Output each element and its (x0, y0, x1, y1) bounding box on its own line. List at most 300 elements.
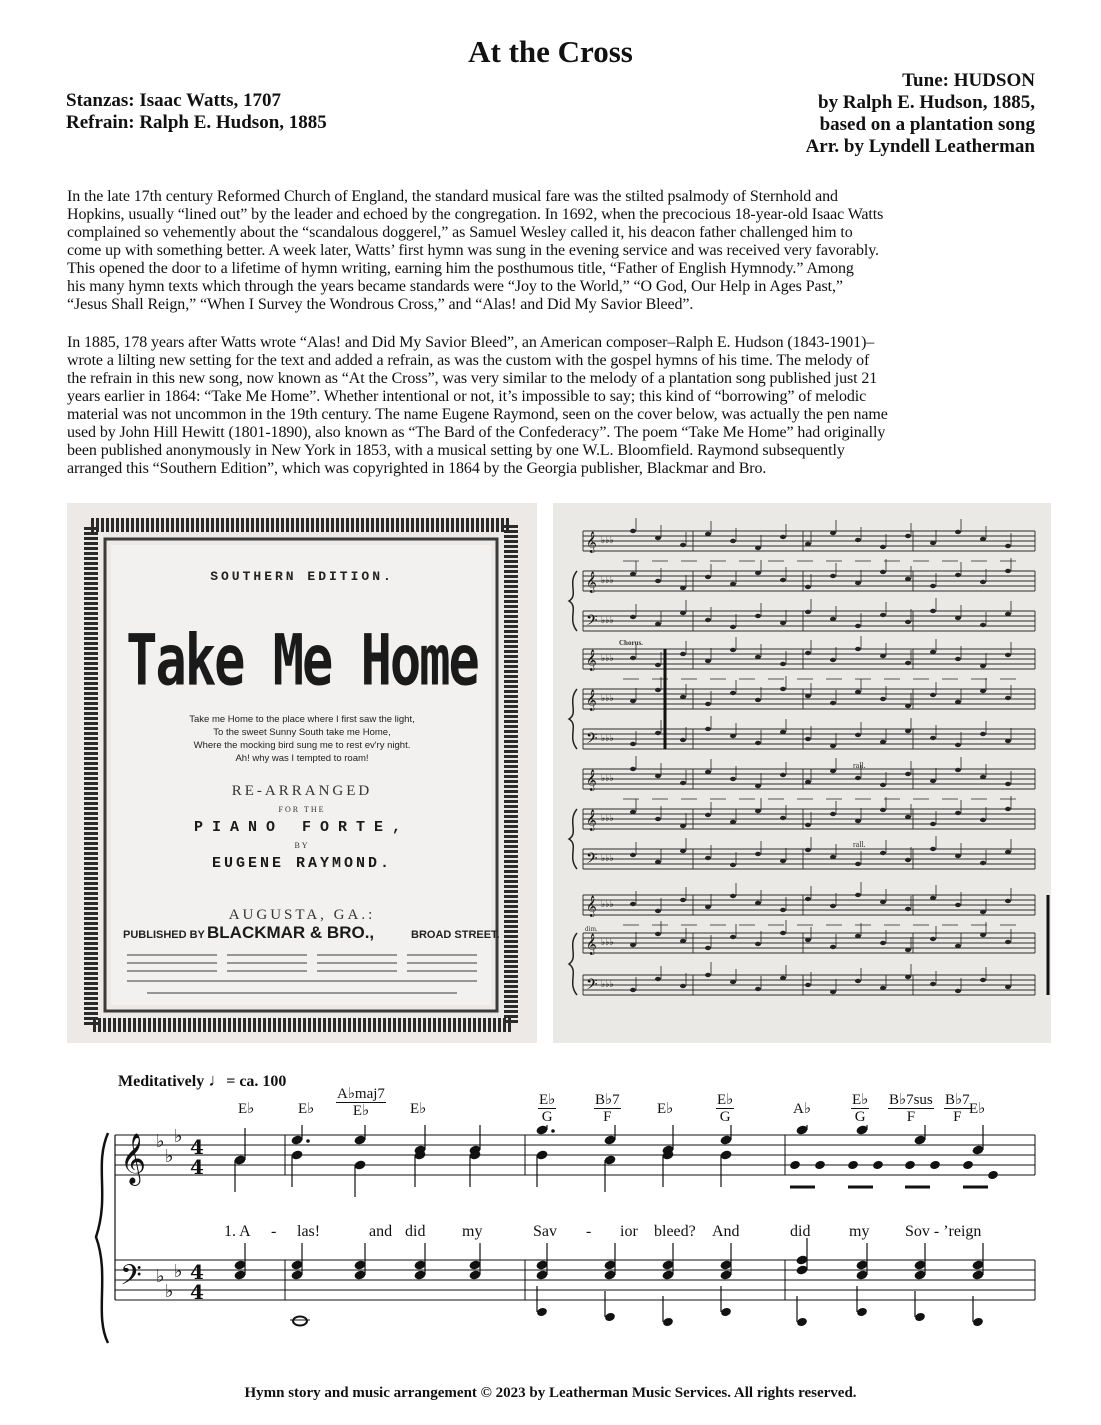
story-line: his many hymn texts which through the years became standards were “Joy to the World,” “O God, Our Help in Ages Past,” (67, 278, 843, 295)
photo-note (980, 580, 986, 584)
lyric-syllable: And (712, 1223, 740, 1240)
photo-clef-icon: 𝄞 (586, 690, 597, 711)
score-rall-label-lower: rall. (853, 840, 866, 849)
photo-note (1005, 850, 1011, 854)
photo-note (630, 767, 636, 771)
photo-note (880, 783, 886, 787)
photo-note (780, 535, 786, 539)
photo-note (1005, 985, 1011, 989)
chord-symbol-slash (851, 1092, 869, 1125)
photo-note (780, 976, 786, 980)
photo-note (980, 732, 986, 736)
dot (551, 1129, 555, 1133)
photo-note (730, 691, 736, 695)
alto-note (987, 1170, 999, 1181)
copyright-footer: Hymn story and music arrangement © 2023 by Leatherman Music Services. All rights reserved. (244, 1385, 857, 1401)
story-paragraph-1 (67, 188, 1062, 314)
bass-note (914, 1312, 926, 1323)
photo-clef-icon: 𝄞 (586, 650, 597, 671)
photo-note (905, 858, 911, 862)
stanzas-credit: Stanzas: Isaac Watts, 1707 (66, 90, 281, 111)
photo-note (630, 615, 636, 619)
bass-note (604, 1312, 616, 1323)
cover-edition: SOUTHERN EDITION. (210, 569, 394, 584)
photo-clef-icon: 𝄞 (586, 532, 597, 553)
photo-note (655, 977, 661, 981)
story-line: In 1885, 178 years after Watts wrote “Alas! and Did My Savior Bleed”, an American composer–Ralph E. Hudson (1843-1901)– (67, 334, 875, 351)
lyric-syllable: ior (620, 1223, 638, 1240)
photo-note (755, 614, 761, 618)
bass-note (662, 1317, 674, 1328)
photo-note (955, 944, 961, 948)
photo-note (630, 572, 636, 576)
photo-note (930, 937, 936, 941)
photo-flat-icon: ♭♭♭ (601, 854, 614, 864)
story-line: been published anonymously in New York in 1853, with a musical setting by one W.L. Bloomfield. Raymond subsequently (67, 442, 845, 459)
bass-note (796, 1317, 808, 1328)
photo-flat-icon: ♭♭♭ (601, 616, 614, 626)
chord-symbol: E♭ (238, 1101, 255, 1117)
photo-note (830, 990, 836, 994)
photo-note (655, 622, 661, 626)
photo-note (730, 777, 736, 781)
photo-note (855, 934, 861, 938)
lyric-syllable: Sav (533, 1223, 557, 1240)
story-line: used by John Hill Hewitt (1801-1890), also known as “The Bard of the Confederacy”. The poem “Take Me Home” had originally (67, 424, 886, 441)
chord-symbol: E♭ (657, 1101, 674, 1117)
photo-note (805, 938, 811, 942)
lyric-syllable: my (849, 1223, 870, 1240)
lyric-syllable: bleed? (654, 1223, 696, 1240)
story-paragraph-2 (67, 334, 1062, 478)
lyric-hyphen: - (586, 1223, 592, 1240)
photo-clef-icon: 𝄞 (586, 572, 597, 593)
page-title: At the Cross (468, 34, 633, 69)
photo-note (705, 702, 711, 706)
photo-note (780, 773, 786, 777)
photo-note (780, 908, 786, 912)
story-line: material was not uncommon in the 19th century. The name Eugene Raymond, seen on the cover below, was actually the pen name (67, 406, 888, 423)
time-signature: 4 (190, 1135, 204, 1159)
photo-clef-icon: 𝄢 (586, 730, 598, 751)
chord-bass: F (603, 1109, 612, 1125)
photo-note (830, 904, 836, 908)
photo-note (930, 736, 936, 740)
chord-top: E♭ (852, 1092, 869, 1108)
photo-note (880, 941, 886, 945)
photo-note (880, 740, 886, 744)
photo-note (930, 822, 936, 826)
photo-note (855, 819, 861, 823)
lyric-syllable: and (369, 1223, 393, 1240)
photo-clef-icon: 𝄢 (586, 612, 598, 633)
photo-note (930, 693, 936, 697)
photo-note (630, 656, 636, 660)
chord-symbol-slash (538, 1092, 556, 1125)
photo-note (905, 661, 911, 665)
photo-flat-icon: ♭♭♭ (601, 694, 614, 704)
photo-note (705, 973, 711, 977)
tempo-value: = ca. 100 (226, 1073, 287, 1090)
brace-icon (96, 1133, 108, 1343)
photo-flat-icon: ♭♭♭ (601, 938, 614, 948)
time-signature: 4 (190, 1260, 204, 1284)
photo-note (730, 820, 736, 824)
photo-note (780, 687, 786, 691)
photo-flat-icon: ♭♭♭ (601, 654, 614, 664)
photo-note (805, 585, 811, 589)
photo-note (655, 909, 661, 913)
photo-note (680, 738, 686, 742)
photo-note (630, 988, 636, 992)
tune-composer: by Ralph E. Hudson, 1885, (818, 92, 1035, 113)
photo-note (755, 809, 761, 813)
photo-note (930, 982, 936, 986)
alto-note (814, 1160, 826, 1171)
photo-note (630, 853, 636, 857)
photo-note (705, 727, 711, 731)
photo-note (655, 688, 661, 692)
photo-note (855, 581, 861, 585)
photo-note (680, 984, 686, 988)
chord-bass: G (541, 1109, 553, 1125)
time-signature: 4 (190, 1155, 204, 1179)
photo-note (830, 812, 836, 816)
photo-note (755, 698, 761, 702)
chord-bass: F (906, 1109, 916, 1125)
flat-icon: ♭ (174, 1261, 183, 1282)
photo-note (630, 810, 636, 814)
photo-flat-icon: ♭♭♭ (601, 980, 614, 990)
chord-top: B♭7 (945, 1092, 970, 1108)
photo-note (755, 987, 761, 991)
photo-note (655, 663, 661, 667)
cover-verse-line: Ah! why was I tempted to roam! (235, 753, 369, 764)
photo-note (855, 538, 861, 542)
lyric-syllable: did (405, 1223, 426, 1240)
photo-note (630, 943, 636, 947)
photo-flat-icon: ♭♭♭ (601, 536, 614, 546)
photo-note (955, 854, 961, 858)
photo-note (755, 942, 761, 946)
story-line: In the late 17th century Reformed Church of England, the standard musical fare was the stilted psalmody of Sternhold and (67, 188, 838, 205)
text-credits (66, 90, 327, 134)
photo-note (1005, 782, 1011, 786)
photo-note (955, 743, 961, 747)
photo-note (855, 862, 861, 866)
flat-icon: ♭ (156, 1131, 165, 1152)
time-signature: 4 (190, 1280, 204, 1304)
photo-note (805, 610, 811, 614)
photo-note (830, 617, 836, 621)
photo-note (805, 983, 811, 987)
chord-top: E♭ (717, 1092, 734, 1108)
photo-note (755, 655, 761, 659)
photo-note (1005, 940, 1011, 944)
photo-note (630, 902, 636, 906)
cover-photo (67, 503, 537, 1043)
photo-note (880, 900, 886, 904)
photo-note (805, 542, 811, 546)
tempo-word: Meditatively (118, 1073, 205, 1090)
story-line: wrote a lilting new setting for the text and added a refrain, as was the custom with the gospel hymns of his time. The melody of (67, 352, 870, 369)
story-line: Hopkins, usually “lined out” by the leader and echoed by the congregation. In 1692, when the precocious 18-year-old Isaac Watts (67, 206, 884, 223)
chord-symbol-slash (336, 1086, 386, 1119)
cover-song-title: Take Me Home (126, 621, 478, 702)
lyric-hyphen: - (271, 1223, 277, 1240)
bass-note (536, 1307, 548, 1318)
cover-city: AUGUSTA, GA.: (228, 907, 376, 923)
photo-note (980, 861, 986, 865)
photo-note (880, 986, 886, 990)
photo-note (1005, 739, 1011, 743)
lyric-syllable: my (462, 1223, 483, 1240)
photo-note (855, 979, 861, 983)
chord-bass: E♭ (352, 1103, 370, 1119)
flat-icon: ♭ (174, 1126, 183, 1147)
photo-note (680, 695, 686, 699)
bass-clef-icon: 𝄢 (120, 1259, 142, 1299)
photo-note (780, 931, 786, 935)
lyric-syllable: did (790, 1223, 811, 1240)
lyric-syllable: las! (297, 1223, 321, 1240)
photo-note (905, 948, 911, 952)
photo-note (680, 652, 686, 656)
photo-note (705, 946, 711, 950)
photo-note (805, 848, 811, 852)
photo-note (705, 575, 711, 579)
photo-note (680, 586, 686, 590)
photo-note (905, 975, 911, 979)
photo-note (905, 907, 911, 911)
photo-note (655, 932, 661, 936)
photo-flat-icon: ♭♭♭ (601, 900, 614, 910)
photo-note (680, 611, 686, 615)
tune-credits (806, 70, 1035, 158)
photo-note (780, 859, 786, 863)
cover-published-by: PUBLISHED BY (123, 929, 205, 941)
chord-symbol-slash (944, 1092, 971, 1125)
photo-flat-icon: ♭♭♭ (601, 814, 614, 824)
photo-note (655, 731, 661, 735)
cover-arranger: EUGENE RAYMOND. (211, 855, 393, 872)
photo-note (705, 770, 711, 774)
photo-note (805, 737, 811, 741)
photo-note (980, 537, 986, 541)
quarter-note-icon: ♩ (208, 1070, 227, 1090)
chord-symbol-slash (716, 1092, 734, 1125)
photo-note (1005, 899, 1011, 903)
chord-top: E♭ (539, 1092, 556, 1108)
photo-note (855, 647, 861, 651)
photo-note (955, 989, 961, 993)
cover-instrument: PIANO FORTE, (193, 819, 411, 836)
photo-note (855, 690, 861, 694)
story-line: arranged this “Southern Edition”, which was copyrighted in 1864 by the Georgia publisher, Blackmar and Bro. (67, 460, 767, 477)
photo-note (680, 781, 686, 785)
photo-note (780, 621, 786, 625)
treble-clef-icon: 𝄞 (120, 1133, 147, 1184)
cover-for-the: FOR THE (278, 805, 326, 814)
photo-note (705, 532, 711, 536)
photo-note (780, 578, 786, 582)
photo-note (1005, 569, 1011, 573)
photo-note (980, 933, 986, 937)
photo-clef-icon: 𝄞 (586, 934, 597, 955)
chord-symbol: A♭ (793, 1101, 811, 1117)
photo-note (980, 689, 986, 693)
photo-flat-icon: ♭♭♭ (601, 576, 614, 586)
photo-note (880, 808, 886, 812)
chord-symbol: E♭ (410, 1101, 427, 1117)
photo-note (680, 939, 686, 943)
photo-note (630, 742, 636, 746)
photo-note (930, 584, 936, 588)
photo-note (930, 779, 936, 783)
cover-verse-line: Where the mocking bird sung me to rest ev'ry night. (193, 740, 411, 751)
photo-note (830, 701, 836, 705)
story-line: come up with something better. A week later, Watts’ first hymn was sung in the evening service and was received very favorably. (67, 242, 879, 259)
photo-note (880, 545, 886, 549)
story-line: This opened the door to a lifetime of hymn writing, earning him the posthumous title, “Father of English Hymnody.” Among (67, 260, 854, 277)
photo-note (705, 813, 711, 817)
story-line: “Jesus Shall Reign,” “When I Survey the Wondrous Cross,” and “Alas! and Did My Savior Bleed”. (67, 296, 694, 313)
photo-note (755, 571, 761, 575)
alto-note (872, 1160, 884, 1171)
photo-note (680, 824, 686, 828)
photo-note (905, 534, 911, 538)
alto-note (929, 1160, 941, 1171)
chord-bass: G (719, 1109, 731, 1125)
photo-note (730, 625, 736, 629)
cover-publisher: BLACKMAR & BRO., (207, 923, 375, 942)
photo-note (830, 531, 836, 535)
photo-note (905, 772, 911, 776)
photo-clef-icon: 𝄞 (586, 896, 597, 917)
photo-note (980, 978, 986, 982)
photo-note (905, 577, 911, 581)
alto-note (962, 1160, 974, 1171)
photo-paper (553, 503, 1051, 1043)
chord-symbol: E♭ (298, 1101, 315, 1117)
photo-note (930, 847, 936, 851)
photo-note (780, 662, 786, 666)
cover-verse-line: Take me Home to the place where I first saw the light, (189, 714, 415, 725)
photo-note (680, 543, 686, 547)
bass-note (856, 1307, 868, 1318)
photo-note (855, 893, 861, 897)
score-photo (553, 503, 1051, 1043)
photo-note (955, 811, 961, 815)
cover-rearranged: RE-ARRANGED (231, 783, 373, 799)
photo-note (930, 896, 936, 900)
story-line: years earlier in 1864: “Take Me Home”. Whether intentional or not, it’s impossible to say; this kind of “borrowing” of melodic (67, 388, 867, 405)
photo-note (955, 573, 961, 577)
photo-note (730, 582, 736, 586)
photo-note (805, 897, 811, 901)
photo-note (755, 546, 761, 550)
photo-note (755, 741, 761, 745)
alto-note (847, 1160, 859, 1171)
refrain-credit: Refrain: Ralph E. Hudson, 1885 (66, 112, 327, 133)
photo-note (905, 729, 911, 733)
photo-note (705, 618, 711, 622)
photo-note (855, 733, 861, 737)
photo-note (780, 816, 786, 820)
whole-note (293, 1317, 307, 1326)
score-chorus-label: Chorus. (619, 639, 643, 647)
bass-note (720, 1307, 732, 1318)
photo-note (755, 784, 761, 788)
photo-clef-icon: 𝄞 (586, 770, 597, 791)
photo-note (955, 768, 961, 772)
chord-symbol-slash (888, 1092, 934, 1125)
chord-top: B♭7sus (889, 1092, 933, 1108)
photo-note (905, 704, 911, 708)
photo-note (880, 654, 886, 658)
flat-icon: ♭ (165, 1146, 174, 1167)
photo-note (830, 855, 836, 859)
photo-note (980, 664, 986, 668)
photo-note (980, 910, 986, 914)
photo-note (805, 780, 811, 784)
photo-note (880, 851, 886, 855)
alto-note (789, 1160, 801, 1171)
chord-top: B♭7 (595, 1092, 620, 1108)
chord-symbol: E♭ (969, 1101, 986, 1117)
photo-note (780, 730, 786, 734)
photo-note (830, 574, 836, 578)
cover-by: BY (294, 841, 310, 850)
photo-note (655, 860, 661, 864)
photo-note (830, 744, 836, 748)
tempo-marking (118, 1070, 286, 1091)
photo-note (1005, 696, 1011, 700)
photo-note (1005, 612, 1011, 616)
photo-note (830, 945, 836, 949)
photo-note (730, 734, 736, 738)
photo-note (655, 817, 661, 821)
photo-note (680, 898, 686, 902)
photo-note (730, 539, 736, 543)
photo-note (805, 823, 811, 827)
photo-note (880, 613, 886, 617)
photo-clef-icon: 𝄢 (586, 976, 598, 997)
tune-name: Tune: HUDSON (902, 70, 1035, 91)
photo-note (805, 651, 811, 655)
chord-bass: G (854, 1109, 866, 1125)
photo-flat-icon: ♭♭♭ (601, 774, 614, 784)
photo-note (730, 863, 736, 867)
photo-flat-icon: ♭♭♭ (601, 734, 614, 744)
score-dim-label: dim. (585, 925, 598, 933)
photo-note (930, 541, 936, 545)
cover-agents-fineprint (67, 503, 537, 1043)
photo-note (855, 776, 861, 780)
photo-note (655, 536, 661, 540)
photo-clef-icon: 𝄞 (586, 810, 597, 831)
lyric-syllable: 1. A (224, 1223, 251, 1240)
photo-note (705, 905, 711, 909)
photo-note (730, 935, 736, 939)
cover-street: BROAD STREET. (411, 929, 500, 941)
chord-top: A♭maj7 (337, 1086, 385, 1102)
photo-note (805, 694, 811, 698)
photo-note (930, 609, 936, 613)
chord-bass: F (953, 1109, 962, 1125)
photo-note (905, 815, 911, 819)
chord-symbol-slash (594, 1092, 621, 1125)
